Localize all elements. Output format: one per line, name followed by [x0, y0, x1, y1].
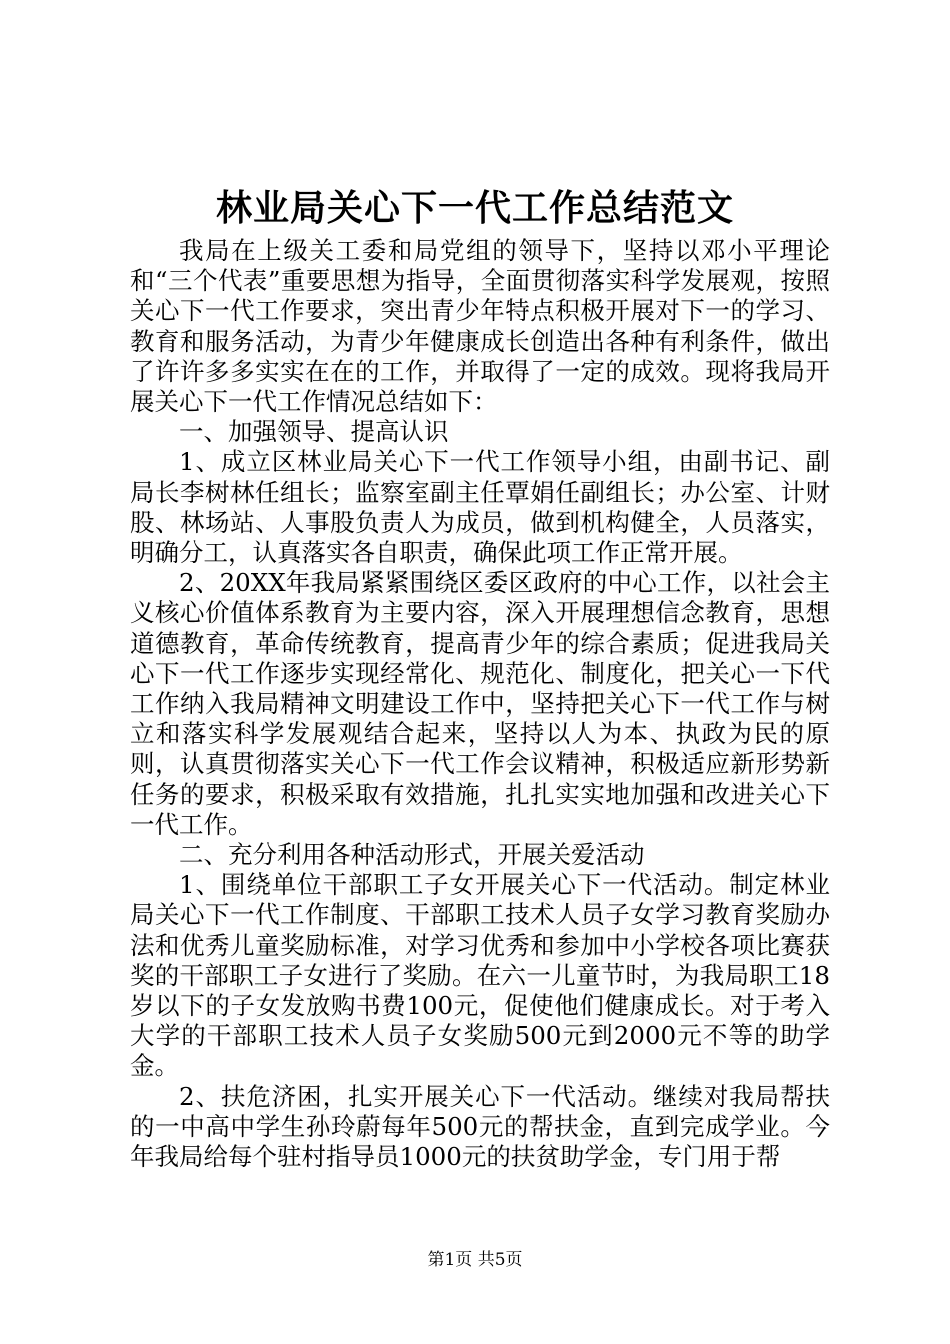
paragraph-1-2: 2、20XX年我局紧紧围绕区委区政府的中心工作，以社会主义核心价值体系教育为主要内容，深入开展理想信念教育，思想道德教育，革命传统教育，提高青少年的综合素质；促进我局关心下一代工作逐步实现经常化、规范化、制度化，把关心一下代工作纳入我局精神文明建设工作中，坚持把关心下一代工作与树立和落实科学发展观结合起来，坚持以人为本、执政为民的原则，认真贯彻落实关心下一代工作会议精神，积极适应新形势新任务的要求，积极采取有效措施，扎扎实实地加强和改进关心下一代工作。	[130, 568, 830, 839]
section-heading-2: 二、充分利用各种活动形式，开展关爱活动	[179, 840, 645, 870]
document-title: 林业局关心下一代工作总结范文	[215, 187, 734, 229]
paragraph-1-1: 1、成立区林业局关心下一代工作领导小组，由副书记、副局长李树林任组长；监察室副主任覃娟任副组长；办公室、计财股、林场站、人事股负责人为成员，做到机构健全，人员落实，明确分工，认真落实各自职责，确保此项工作正常开展。	[130, 447, 830, 568]
page-footer: 第1页 共5页	[427, 1250, 523, 1270]
paragraph-2-1: 1、围绕单位干部职工子女开展关心下一代活动。制定林业局关心下一代工作制度、干部职工技术人员子女学习教育奖励办法和优秀儿童奖励标准，对学习优秀和参加中小学校各项比赛获奖的干部职工子女进行了奖励。在六一儿童节时，为我局职工18岁以下的子女发放购书费100元，促使他们健康成长。对于考入大学的干部职工技术人员子女奖励500元到2000元不等的助学金。	[130, 870, 830, 1081]
paragraph-intro: 我局在上级关工委和局党组的领导下，坚持以邓小平理论和“三个代表”重要思想为指导，全面贯彻落实科学发展观，按照关心下一代工作要求，突出青少年特点积极开展对下一的学习、教育和服务活动，为青少年健康成长创造出各种有利条件，做出了许许多多实实在在的工作，并取得了一定的成效。现将我局开展关心下一代工作情况总结如下：	[130, 236, 830, 417]
section-heading-1: 一、加强领导、提高认识	[179, 417, 449, 447]
paragraph-2-2: 2、扶危济困，扎实开展关心下一代活动。继续对我局帮扶的一中高中学生孙玲蔚每年500元的帮扶金，直到完成学业。今年我局给每个驻村指导员1000元的扶贫助学金，专门用于帮	[130, 1081, 830, 1172]
document-body	[130, 236, 830, 1172]
